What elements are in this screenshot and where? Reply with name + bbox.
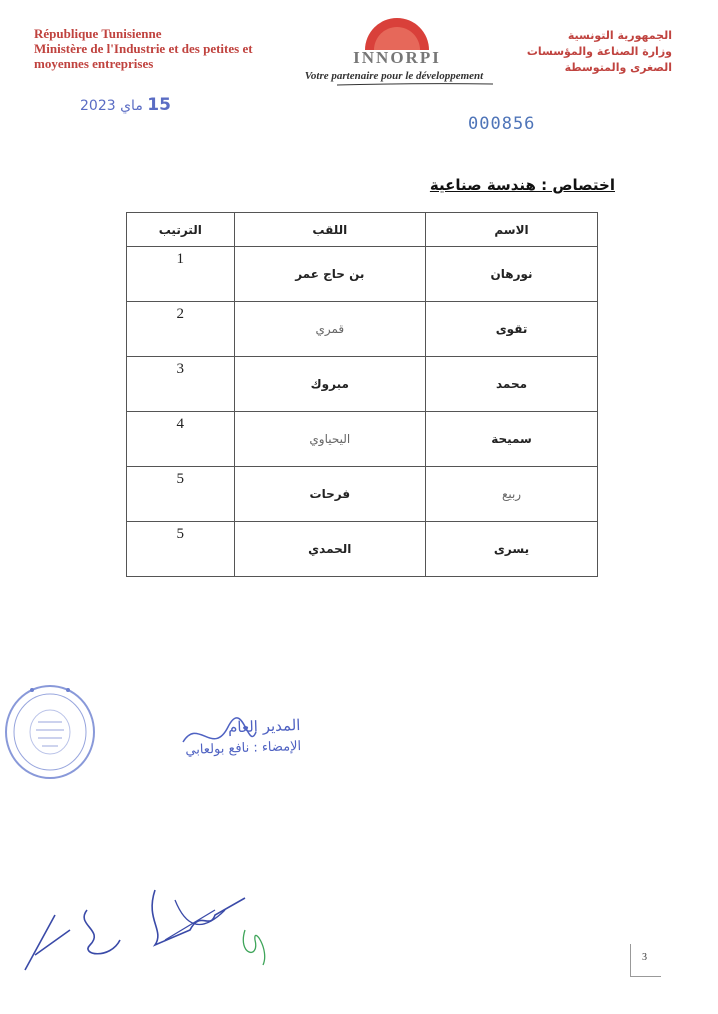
cell-rank: 2 — [127, 302, 235, 357]
date-year: 2023 — [80, 98, 116, 114]
innorpi-logo — [297, 18, 497, 88]
cell-first-name: يسرى — [426, 522, 598, 577]
cell-first-name: نورهان — [426, 247, 598, 302]
cell-surname: اليحياوي — [234, 412, 426, 467]
logo-sun-icon — [362, 18, 432, 50]
cell-rank: 5 — [127, 522, 235, 577]
header-rank: الترتيب — [127, 213, 235, 247]
cell-first-name: تقوى — [426, 302, 598, 357]
fr-header-line-2: Ministère de l'Industrie et des petites et moyennes entreprises — [34, 41, 253, 71]
cell-rank: 1 — [127, 247, 235, 302]
table-row — [127, 467, 598, 522]
table-row — [127, 412, 598, 467]
date-stamp — [80, 95, 171, 115]
logo-slogan: Votre partenaire pour le développement — [304, 70, 484, 82]
cell-surname: بن حاج عمر — [234, 247, 426, 302]
cell-first-name: سميحة — [426, 412, 598, 467]
table-row — [127, 522, 598, 577]
results-table — [126, 212, 598, 577]
cell-surname: مبروك — [234, 357, 426, 412]
logo-name: INNORPI — [353, 48, 441, 67]
specialty-title: اختصاص : هندسة صناعية — [429, 176, 615, 194]
french-header — [34, 26, 284, 71]
cell-surname: قمري — [234, 302, 426, 357]
arabic-header — [472, 28, 672, 76]
table-row — [127, 357, 598, 412]
cell-rank: 5 — [127, 467, 235, 522]
handwritten-signature-icon — [178, 712, 258, 762]
cell-surname: فرحات — [234, 467, 426, 522]
official-seal-icon — [2, 680, 102, 784]
ar-header-line-3: الصغرى والمتوسطة — [564, 61, 672, 74]
cell-rank: 4 — [127, 412, 235, 467]
cell-first-name: محمد — [426, 357, 598, 412]
slogan-underline-icon — [297, 82, 497, 88]
date-day: 15 — [147, 95, 171, 115]
cell-first-name: ربيع — [426, 467, 598, 522]
header-first-name: الاسم — [426, 213, 598, 247]
cell-surname: الحمدي — [234, 522, 426, 577]
ar-header-line-2: وزارة الصناعة والمؤسسات — [526, 45, 672, 58]
table-row — [127, 247, 598, 302]
cell-rank: 3 — [127, 357, 235, 412]
handwritten-initials-icon — [15, 870, 285, 980]
header-surname: اللقب — [234, 213, 426, 247]
document-number: 000856 — [468, 114, 536, 134]
ar-header-line-1: الجمهورية التونسية — [567, 29, 672, 42]
signature-title: المدير العام — [227, 715, 301, 737]
signature-signed-by: الإمضاء : نافع بولعابي — [185, 738, 302, 759]
fr-header-line-1: République Tunisienne — [34, 26, 162, 41]
table-row — [127, 302, 598, 357]
date-month: ماي — [120, 98, 143, 114]
table-header-row — [127, 213, 598, 247]
page-number: 3 — [642, 952, 647, 963]
